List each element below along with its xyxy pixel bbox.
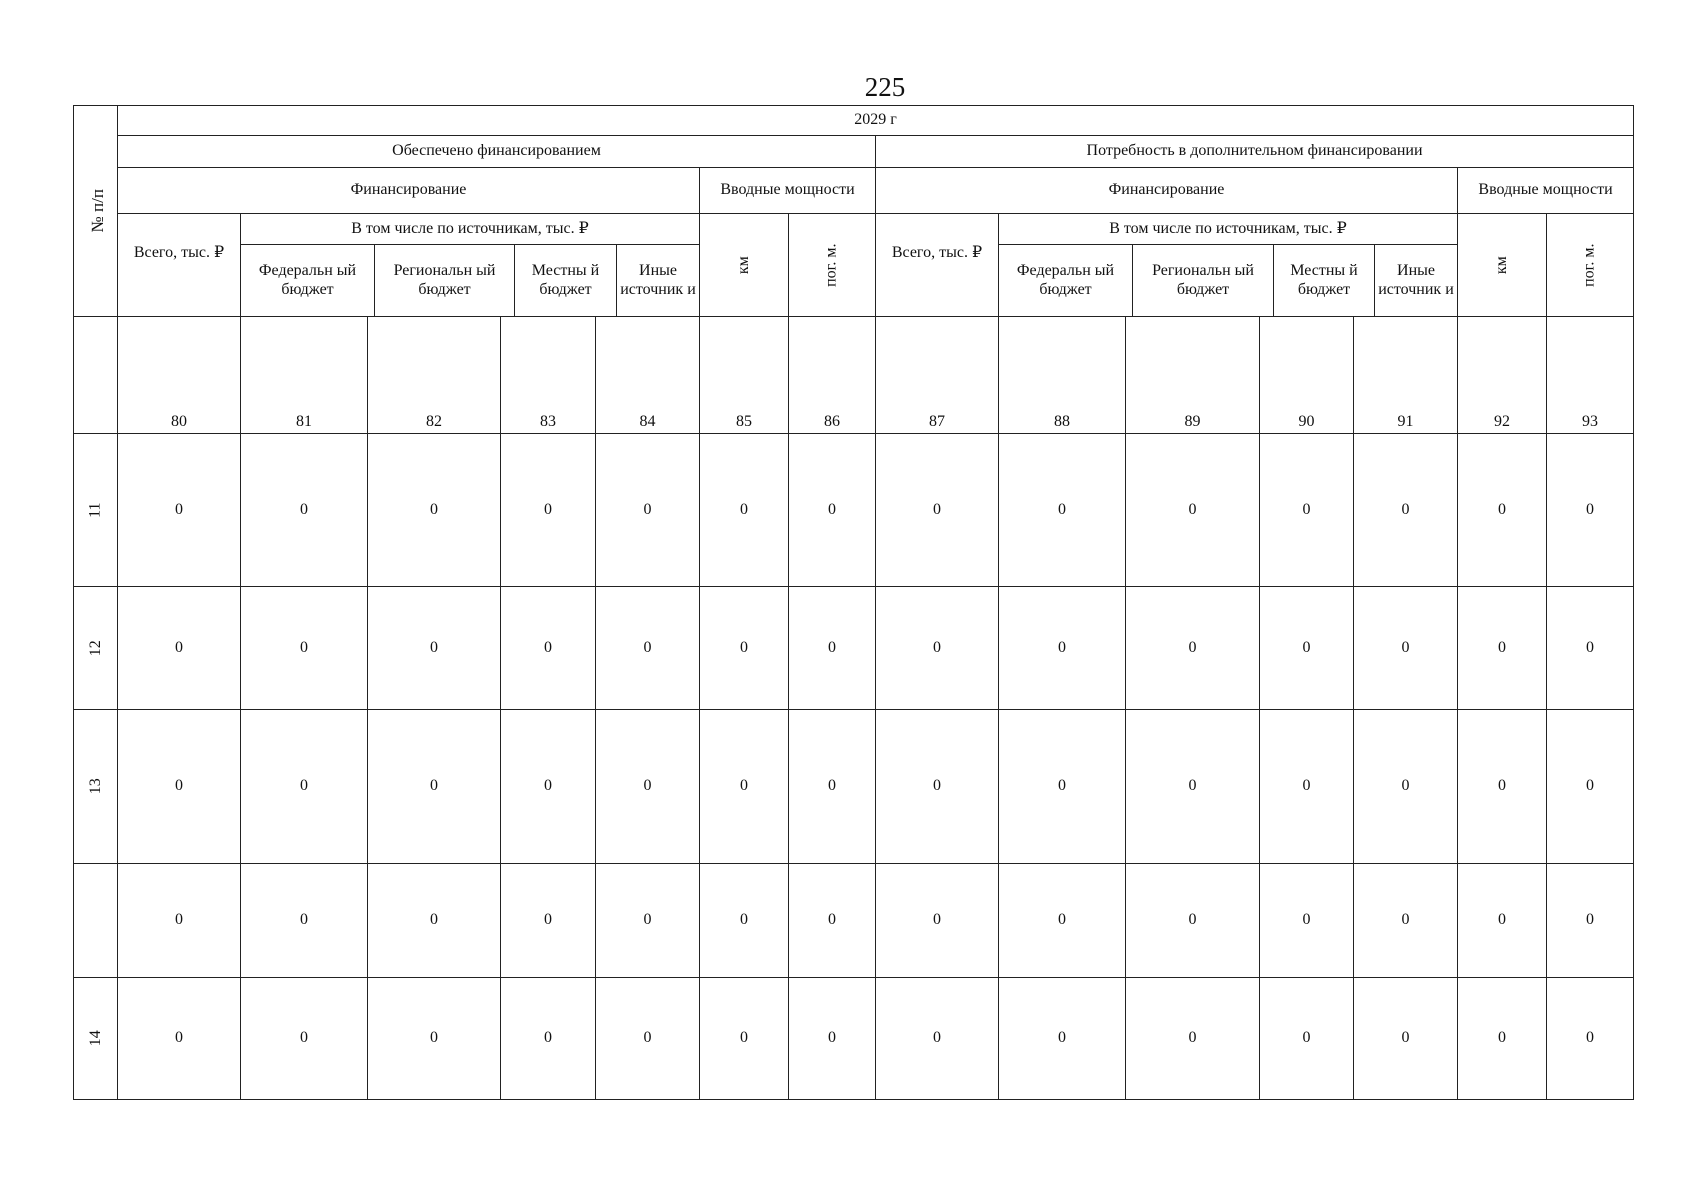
value-cell: 0 (368, 587, 501, 710)
value-cell: 0 (241, 434, 368, 587)
federal-header: Федеральн ый бюджет (241, 245, 375, 316)
row-number-cell: 13 (74, 710, 118, 864)
table-row (74, 864, 1634, 978)
value-cell: 0 (118, 864, 241, 978)
table-row (74, 978, 1634, 1100)
value-cell: 0 (596, 434, 700, 587)
value-cell: 0 (501, 864, 596, 978)
value-cell: 0 (241, 587, 368, 710)
by-sources-header: В том числе по источникам, тыс. ₽ (999, 214, 1457, 245)
value-cell: 0 (241, 864, 368, 978)
value-cell: 0 (596, 710, 700, 864)
capacity-header: Вводные мощности (1458, 168, 1634, 214)
value-cell: 0 (368, 864, 501, 978)
additional-group-header: Потребность в дополнительном финансировании (876, 136, 1634, 168)
value-cell: 0 (876, 587, 999, 710)
row-number-cell: 14 (74, 978, 118, 1100)
value-cell: 0 (999, 710, 1126, 864)
value-cell: 0 (789, 434, 876, 587)
value-cell: 0 (999, 978, 1126, 1100)
row-number-header: № п/п (74, 106, 118, 317)
value-cell: 0 (596, 587, 700, 710)
value-cell: 0 (1260, 978, 1354, 1100)
pog-m-header: пог. м. (1547, 214, 1634, 317)
column-number: 84 (596, 317, 700, 434)
value-cell: 0 (999, 587, 1126, 710)
value-cell: 0 (1354, 587, 1458, 710)
regional-header: Региональн ый бюджет (1133, 245, 1274, 316)
page-number: 225 (864, 72, 906, 102)
value-cell: 0 (1547, 710, 1634, 864)
value-cell: 0 (700, 978, 789, 1100)
column-number-row (74, 317, 1634, 434)
value-cell: 0 (1458, 710, 1547, 864)
value-cell: 0 (501, 710, 596, 864)
other-header: Иные источник и (620, 262, 696, 298)
value-cell: 0 (1547, 434, 1634, 587)
other-header: Иные источник и (1378, 262, 1454, 298)
value-cell: 0 (1260, 434, 1354, 587)
total-header: Всего, тыс. ₽ (118, 214, 241, 317)
value-cell: 0 (241, 710, 368, 864)
value-cell: 0 (241, 978, 368, 1100)
local-header: Местны й бюджет (1274, 245, 1375, 316)
value-cell: 0 (789, 710, 876, 864)
value-cell: 0 (1458, 864, 1547, 978)
column-number-empty (74, 317, 118, 434)
value-cell: 0 (368, 434, 501, 587)
financing-header: Финансирование (118, 168, 700, 214)
value-cell: 0 (1126, 978, 1260, 1100)
value-cell: 0 (1458, 434, 1547, 587)
value-cell: 0 (876, 710, 999, 864)
column-number: 86 (789, 317, 876, 434)
value-cell: 0 (1354, 710, 1458, 864)
value-cell: 0 (999, 434, 1126, 587)
value-cell: 0 (1126, 434, 1260, 587)
value-cell: 0 (118, 434, 241, 587)
sources-block (999, 214, 1458, 317)
value-cell: 0 (1354, 434, 1458, 587)
value-cell: 0 (1458, 587, 1547, 710)
value-cell: 0 (700, 710, 789, 864)
value-cell: 0 (1126, 864, 1260, 978)
value-cell: 0 (1126, 710, 1260, 864)
federal-header: Федеральн ый бюджет (999, 245, 1133, 316)
financing-header: Финансирование (876, 168, 1458, 214)
value-cell: 0 (1547, 978, 1634, 1100)
value-cell: 0 (700, 864, 789, 978)
km-header: км (1458, 214, 1547, 317)
value-cell: 0 (789, 587, 876, 710)
value-cell: 0 (1547, 587, 1634, 710)
value-cell: 0 (118, 978, 241, 1100)
table-row (74, 710, 1634, 864)
row-number-cell: 12 (74, 587, 118, 710)
value-cell: 0 (596, 864, 700, 978)
value-cell: 0 (1260, 864, 1354, 978)
km-header: км (700, 214, 789, 317)
year-header: 2029 г (118, 106, 1634, 136)
value-cell: 0 (501, 587, 596, 710)
column-number: 80 (118, 317, 241, 434)
value-cell: 0 (1458, 978, 1547, 1100)
local-header: Местны й бюджет (515, 245, 617, 316)
value-cell: 0 (789, 978, 876, 1100)
total-header: Всего, тыс. ₽ (876, 214, 999, 317)
sources-block (241, 214, 700, 317)
column-number: 91 (1354, 317, 1458, 434)
pog-m-header: пог. м. (789, 214, 876, 317)
value-cell: 0 (876, 864, 999, 978)
value-cell: 0 (700, 587, 789, 710)
column-number: 93 (1547, 317, 1634, 434)
value-cell: 0 (1354, 978, 1458, 1100)
regional-header: Региональн ый бюджет (375, 245, 515, 316)
value-cell: 0 (501, 978, 596, 1100)
column-number: 90 (1260, 317, 1354, 434)
value-cell: 0 (876, 434, 999, 587)
value-cell: 0 (1260, 710, 1354, 864)
value-cell: 0 (368, 710, 501, 864)
value-cell: 0 (596, 978, 700, 1100)
by-sources-header: В том числе по источникам, тыс. ₽ (241, 214, 699, 245)
value-cell: 0 (1547, 864, 1634, 978)
value-cell: 0 (876, 978, 999, 1100)
value-cell: 0 (789, 864, 876, 978)
table-row (74, 587, 1634, 710)
capacity-header: Вводные мощности (700, 168, 876, 214)
row-number-cell (74, 864, 118, 978)
column-number: 92 (1458, 317, 1547, 434)
value-cell: 0 (368, 978, 501, 1100)
column-number: 85 (700, 317, 789, 434)
column-number: 82 (368, 317, 501, 434)
column-number: 81 (241, 317, 368, 434)
value-cell: 0 (1260, 587, 1354, 710)
financing-table (73, 105, 1634, 1100)
column-number: 88 (999, 317, 1126, 434)
value-cell: 0 (118, 710, 241, 864)
value-cell: 0 (501, 434, 596, 587)
value-cell: 0 (999, 864, 1126, 978)
value-cell: 0 (1354, 864, 1458, 978)
table-row (74, 434, 1634, 587)
value-cell: 0 (118, 587, 241, 710)
column-number: 83 (501, 317, 596, 434)
value-cell: 0 (1126, 587, 1260, 710)
column-number: 89 (1126, 317, 1260, 434)
secured-group-header: Обеспечено финансированием (118, 136, 876, 168)
column-number: 87 (876, 317, 999, 434)
row-number-cell: 11 (74, 434, 118, 587)
value-cell: 0 (700, 434, 789, 587)
